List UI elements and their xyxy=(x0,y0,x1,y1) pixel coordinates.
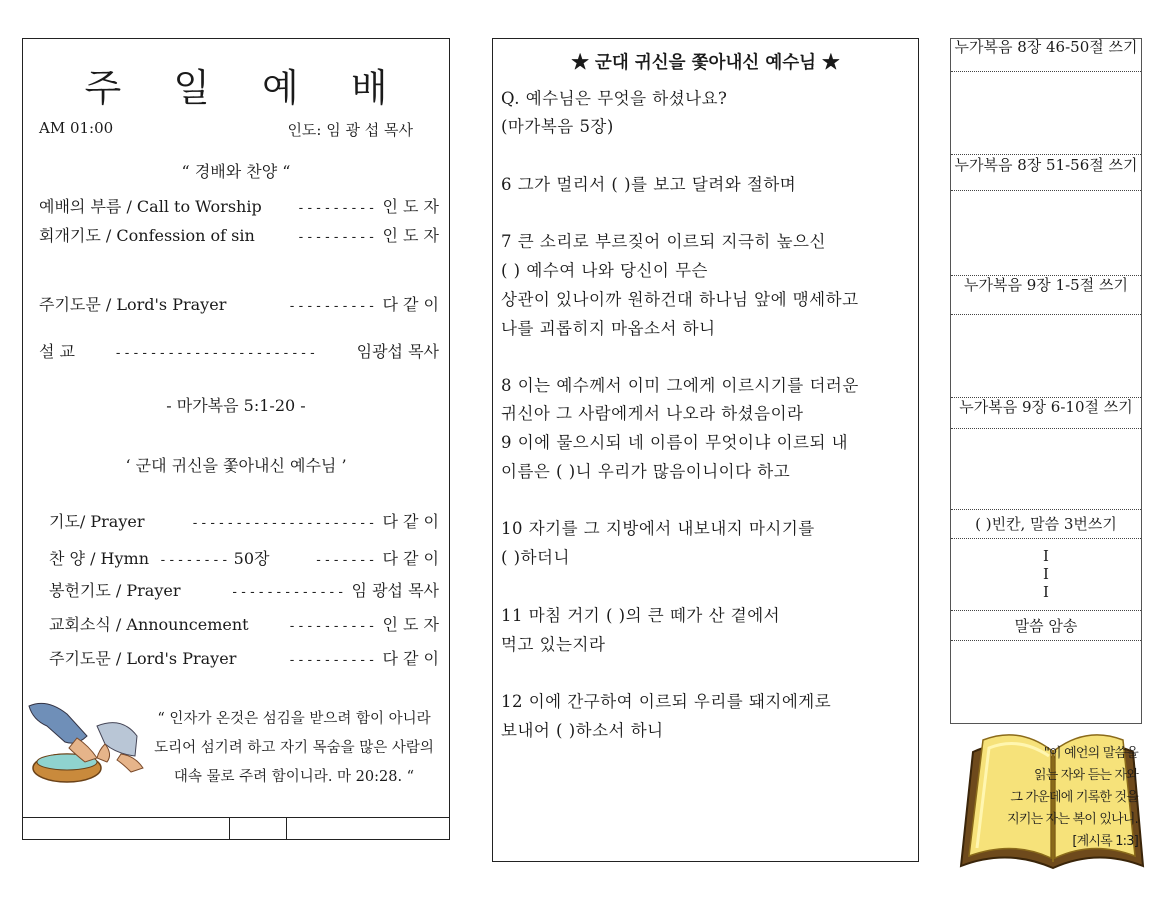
order-item xyxy=(39,339,439,362)
order-dash: -------- xyxy=(159,553,230,568)
footer-divider xyxy=(229,818,230,839)
quiz-line: 나를 괴롭히지 마옵소서 하니 xyxy=(501,319,716,338)
divider xyxy=(951,610,1141,611)
divider xyxy=(951,275,1141,276)
writing-heading: 누가복음 8장 51-56절 쓰기 xyxy=(951,157,1141,191)
order-who: 다 같 이 xyxy=(382,512,439,531)
order-item xyxy=(49,546,439,569)
order-who: 임 광섭 목사 xyxy=(351,581,439,600)
quiz-line: Q. 예수님은 무엇을 하셨나요? xyxy=(501,89,728,108)
blank-instruction: ( )빈칸, 말씀 3번쓰기 xyxy=(975,515,1117,533)
order-item xyxy=(49,509,439,532)
order-item xyxy=(39,292,439,315)
footer-divider xyxy=(286,818,287,839)
divider xyxy=(951,154,1141,155)
quiz-line: 11 마침 거기 ( )의 큰 떼가 산 곁에서 xyxy=(501,606,781,625)
service-time: AM 01:00 xyxy=(39,119,114,137)
order-label: 기도/ Prayer xyxy=(49,512,145,531)
divider xyxy=(951,640,1141,641)
writing-heading: 누가복음 9장 1-5절 쓰기 xyxy=(951,277,1141,315)
divider xyxy=(951,509,1141,510)
tally-mark: I xyxy=(1043,547,1049,565)
quiz-line: 먹고 있는지라 xyxy=(501,635,606,654)
section-heading: “ 경배와 찬양 “ xyxy=(181,162,291,181)
verse-reference: [계시록 1:3] xyxy=(1072,834,1138,849)
worship-title: 주 일 예 배 xyxy=(84,66,408,110)
quiz-line: 이름은 ( )니 우리가 많음이니이다 하고 xyxy=(501,462,791,481)
quiz-line: 6 그가 멀리서 ( )를 보고 달려와 절하며 xyxy=(501,175,797,194)
hymn-number: 50장 xyxy=(233,549,270,568)
order-dash: ---------- xyxy=(288,653,377,668)
order-dash: ---------- xyxy=(288,619,377,634)
order-dash: --------- xyxy=(297,201,377,216)
quiz-title: ★ 군대 귀신을 쫓아내신 예수님 ★ xyxy=(571,53,840,73)
memorize-label: 말씀 암송 xyxy=(1014,617,1078,635)
writing-heading: 누가복음 9장 6-10절 쓰기 xyxy=(951,399,1141,429)
quiz-line: 12 이에 간구하여 이르되 우리를 돼지에게로 xyxy=(501,692,832,711)
order-dash: ------- xyxy=(314,553,377,568)
quiz-line: 8 이는 예수께서 이미 그에게 이르시기를 더러운 xyxy=(501,376,859,395)
order-who: 인 도 자 xyxy=(382,197,439,216)
order-dash: --------------------- xyxy=(191,516,377,531)
quote-block xyxy=(143,705,445,792)
verse-line: 그 가운데에 기록한 것을 xyxy=(1010,790,1138,805)
bible-quiz-panel xyxy=(492,38,919,862)
order-dash: ------------- xyxy=(230,585,346,600)
order-label: 회개기도 / Confession of sin xyxy=(39,226,255,245)
quiz-line: ( )하더니 xyxy=(501,548,570,567)
footer-bar xyxy=(23,817,449,839)
order-who: 다 같 이 xyxy=(382,295,439,314)
quote-line: “ 인자가 온것은 섬김을 받으려 함이 아니라 xyxy=(157,711,431,727)
order-label: 설 교 xyxy=(39,342,75,361)
mark-tally xyxy=(951,547,1141,601)
service-leader: 인도: 임 광 섭 목사 xyxy=(287,121,413,139)
quote-line: 도리어 섬기려 하고 자기 목숨을 많은 사람의 xyxy=(154,740,434,756)
order-label: 예배의 부름 / Call to Worship xyxy=(39,197,262,216)
worship-order-panel xyxy=(22,38,450,840)
quiz-line: 9 이에 물으시되 네 이름이 무엇이냐 이르되 내 xyxy=(501,433,849,452)
order-label: 주기도문 / Lord's Prayer xyxy=(49,649,237,668)
bible-verse xyxy=(1000,743,1138,853)
sermon-title: ‘ 군대 귀신을 쫓아내신 예수님 ’ xyxy=(125,456,347,475)
writing-heading: 누가복음 8장 46-50절 쓰기 xyxy=(951,39,1141,72)
order-label: 교회소식 / Announcement xyxy=(49,615,249,634)
order-dash: ----------------------- xyxy=(114,346,318,361)
quiz-line: 귀신아 그 사람에게서 나오라 하셨음이라 xyxy=(501,404,804,423)
verse-line: "이 예언의 말씀을 xyxy=(1043,746,1138,761)
verse-line: 읽는 자와 듣는 자와 xyxy=(1033,768,1138,783)
order-dash: ---------- xyxy=(288,299,377,314)
quiz-line: 보내어 ( )하소서 하니 xyxy=(501,721,664,740)
order-label: 봉헌기도 / Prayer xyxy=(49,581,181,600)
tally-mark: I xyxy=(1043,565,1049,583)
order-label: 주기도문 / Lord's Prayer xyxy=(39,295,227,314)
writing-practice-column xyxy=(950,38,1142,724)
tally-mark: I xyxy=(1043,583,1049,601)
scripture-reference: - 마가복음 5:1-20 - xyxy=(166,396,306,415)
order-dash: --------- xyxy=(297,230,377,245)
order-item xyxy=(49,578,439,601)
order-who: 다 같 이 xyxy=(382,649,439,668)
order-item xyxy=(49,646,439,669)
order-who: 인 도 자 xyxy=(382,226,439,245)
quote-line: 대속 물로 주려 함이니라. 마 20:28. “ xyxy=(173,769,415,785)
order-who: 임광섭 목사 xyxy=(356,342,439,361)
verse-line: 지키는 자는 복이 있나니. xyxy=(1007,812,1138,827)
order-who: 인 도 자 xyxy=(382,615,439,634)
quiz-line: (마가복음 5장) xyxy=(501,117,614,136)
order-label: 찬 양 / Hymn xyxy=(49,549,150,568)
quiz-line: ( ) 예수여 나와 당신이 무슨 xyxy=(501,261,708,280)
quiz-line: 10 자기를 그 지방에서 내보내지 마시기를 xyxy=(501,519,815,538)
quiz-line: 상관이 있나이까 원하건대 하나님 앞에 맹세하고 xyxy=(501,290,859,309)
foot-washing-illustration xyxy=(27,696,147,786)
divider xyxy=(951,538,1141,539)
order-item xyxy=(49,612,439,635)
order-who: 다 같 이 xyxy=(382,549,439,568)
order-item xyxy=(39,194,439,217)
order-item xyxy=(39,223,439,246)
divider xyxy=(951,397,1141,398)
quiz-line: 7 큰 소리로 부르짖어 이르되 지극히 높으신 xyxy=(501,232,826,251)
